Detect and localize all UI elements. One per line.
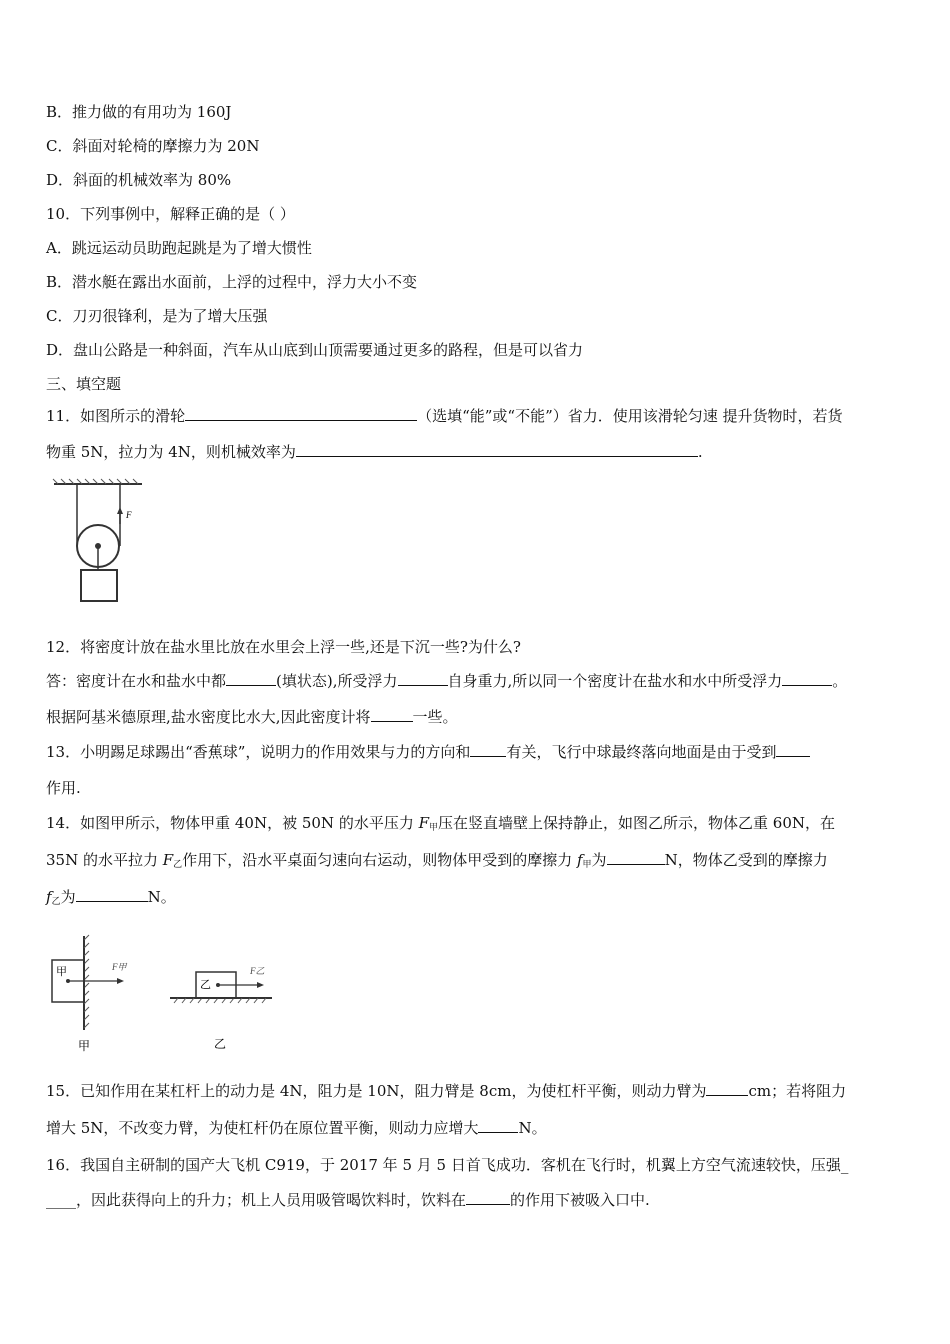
- q12-text-3b: 一些。: [412, 708, 458, 726]
- q14-line-3: [46, 887, 176, 912]
- q10-option-b: B．潜水艇在露出水面前，上浮的过程中，浮力大小不变: [46, 273, 418, 291]
- q13-text-1a: 13．小明踢足球踢出“香蕉球”，说明力的作用效果与力的方向和: [46, 743, 471, 761]
- figure-jia: [44, 932, 154, 1054]
- q12-line-2: [46, 671, 847, 691]
- q12-text-3a: 根据阿基米德原理,盐水密度比水大,因此密度计将: [46, 708, 371, 726]
- q11-text-1a: 11．如图所示的滑轮: [46, 407, 186, 425]
- q10-option-a: A．跳远运动员助跑起跳是为了增大惯性: [46, 239, 312, 257]
- q13-blank-2: [776, 742, 810, 757]
- q12-text-2d: 。: [832, 672, 848, 690]
- q10-option-d: D．盘山公路是一种斜面，汽车从山底到山顶需要通过更多的路程，但是可以省力: [46, 341, 584, 359]
- q14-text-1b: 压在竖直墙壁上保持静止，如图乙所示，物体乙重 60N，在: [438, 814, 836, 832]
- q14-friction-sub: 甲: [582, 860, 592, 870]
- figure-jia-caption: 甲: [78, 1039, 91, 1053]
- block-yi-label: 乙: [200, 979, 211, 991]
- q16-line-2: [46, 1190, 650, 1210]
- force-jia-label: F甲: [112, 962, 127, 972]
- q13-text-1b: 有关，飞行中球最终落向地面是由于受到: [506, 743, 777, 761]
- q10-stem: 10．下列事例中，解释正确的是（ ）: [46, 205, 295, 223]
- q15-text-2a: 增大 5N，不改变力臂，为使杠杆仍在原位置平衡，则动力应增大: [46, 1119, 479, 1137]
- q11-line-1: [46, 406, 843, 426]
- q11-text-2a: 物重 5N，拉力为 4N，则机械效率为: [46, 443, 296, 461]
- q14-text-3b: N。: [147, 888, 176, 906]
- q12-blank-1: [226, 671, 276, 686]
- q14-text-2c: 为: [591, 851, 607, 869]
- figure-yi: [166, 960, 281, 1054]
- q16-blank-1: [466, 1190, 510, 1205]
- arrow-right-icon: [257, 982, 264, 988]
- q14-friction2-symbol: f: [46, 888, 52, 906]
- pulley-figure: [50, 478, 160, 608]
- q10-option-c: C．刀刃很锋利，是为了增大压强: [46, 307, 268, 325]
- q13-blank-1: [470, 742, 506, 757]
- q14-friction2-sub: 乙: [51, 897, 61, 907]
- q13-line-1: [46, 742, 810, 762]
- force-yi-label: F乙: [250, 966, 265, 976]
- q12-blank-4: [371, 707, 413, 722]
- q9-option-b: B．推力做的有用功为 160J: [46, 103, 232, 121]
- q15-line-1: [46, 1081, 846, 1101]
- q16-text-2b: 的作用下被吸入口中.: [510, 1191, 650, 1209]
- q11-text-1b: （选填“能”或“不能”）省力．使用该滑轮匀速 提升货物时，若货: [417, 407, 843, 425]
- q9-option-d: D．斜面的机械效率为 80%: [46, 171, 232, 189]
- q16-text-2a: ____，因此获得向上的升力；机上人员用吸管喝饮料时，饮料在: [46, 1191, 467, 1209]
- arrow-up-icon: [117, 507, 123, 514]
- cargo-block: [81, 570, 117, 601]
- block-jia-label: 甲: [56, 966, 67, 978]
- q14-force2-sub: 乙: [173, 860, 183, 870]
- q11-blank-1: [185, 406, 417, 421]
- q12-stem: 12．将密度计放在盐水里比放在水里会上浮一些,还是下沉一些?为什么?: [46, 638, 521, 656]
- q14-text-1a: 14．如图甲所示，物体甲重 40N，被 50N 的水平压力: [46, 814, 419, 832]
- q15-line-2: [46, 1118, 547, 1138]
- q12-text-2b: (填状态),所受浮力: [276, 672, 398, 690]
- q14-text-3a: 为: [60, 888, 76, 906]
- q11-line-2: [46, 442, 703, 462]
- q12-text-2c: 自身重力,所以同一个密度计在盐水和水中所受浮力: [447, 672, 783, 690]
- q15-text-1b: cm；若将阻力: [748, 1082, 847, 1100]
- q14-line-2: [46, 850, 828, 875]
- q14-text-2a: 35N 的水平拉力: [46, 851, 163, 869]
- q15-text-1a: 15．已知作用在某杠杆上的动力是 4N，阻力是 10N，阻力臂是 8cm，为使杠杆平衡，则动力臂为: [46, 1082, 707, 1100]
- q14-text-2b: 作用下，沿水平桌面匀速向右运动，则物体甲受到的摩擦力: [182, 851, 577, 869]
- q14-line-1: [46, 813, 835, 838]
- section-title: 三、填空题: [46, 375, 122, 393]
- q11-blank-2: [296, 442, 698, 457]
- q12-line-3: [46, 707, 458, 727]
- q16-line-1: 16．我国自主研制的国产大飞机 C919，于 2017 年 5 月 5 日首飞成功．客机在飞行时，机翼上方空气流速较快，压强_: [46, 1156, 849, 1174]
- q14-blank-1: [607, 850, 665, 865]
- q12-text-2a: 答：密度计在水和盐水中都: [46, 672, 227, 690]
- q12-blank-2: [398, 671, 448, 686]
- q14-blank-2: [76, 887, 148, 902]
- pulley-force-label: F: [126, 510, 132, 520]
- q14-force-sub: 甲: [429, 823, 439, 833]
- q11-text-2b: .: [697, 443, 703, 461]
- q14-force2-symbol: F: [162, 851, 174, 869]
- q14-friction-symbol: f: [576, 851, 583, 869]
- arrow-right-icon: [117, 978, 124, 984]
- q14-force-symbol: F: [418, 814, 430, 832]
- q9-option-c: C．斜面对轮椅的摩擦力为 20N: [46, 137, 260, 155]
- q12-blank-3: [782, 671, 832, 686]
- figure-yi-caption: 乙: [214, 1037, 227, 1051]
- q14-text-2d: N，物体乙受到的摩擦力: [664, 851, 828, 869]
- q15-blank-2: [478, 1118, 518, 1133]
- q15-text-2b: N。: [518, 1119, 547, 1137]
- q15-blank-1: [706, 1081, 748, 1096]
- q13-line-2: 作用.: [46, 779, 81, 797]
